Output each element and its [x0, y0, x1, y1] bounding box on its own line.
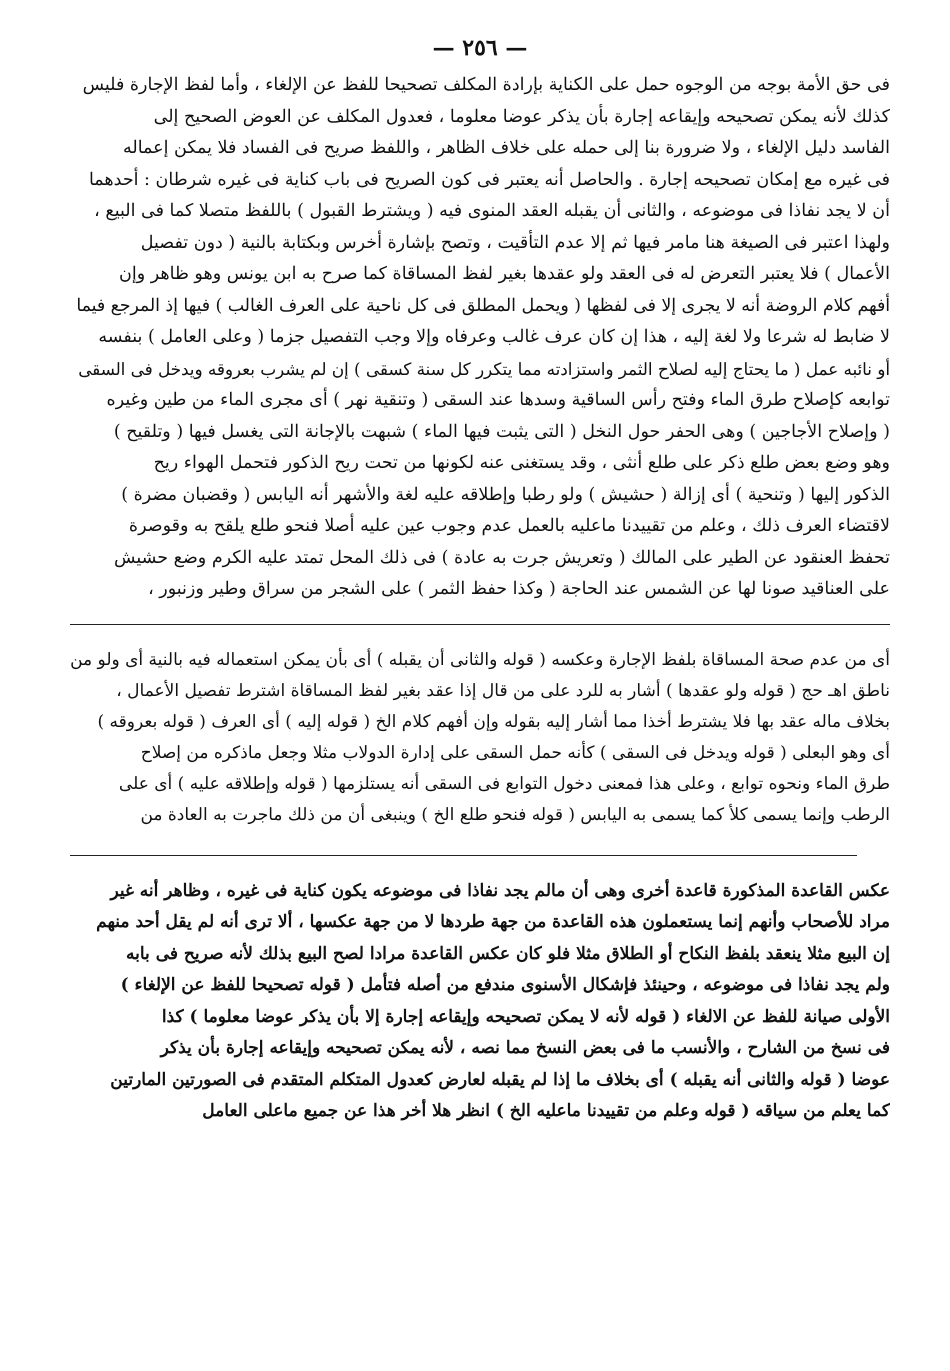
text-line: أفهم كلام الروضة أنه لا يجرى إلا فى لفظها ( ويحمل المطلق فى كل ناحية على العرف الغالب ) فيها إذ المرجع فيما: [76, 295, 890, 316]
text-line: تحفظ العنقود عن الطير على المالك ( وتعريش جرت به عادة ) فى ذلك المحل تمتد عليه الكرم وضع حشيش: [114, 547, 890, 568]
footnotes-first: [70, 645, 890, 831]
footnote-line: الأولى صيانة للفظ عن الالغاء ( قوله لأنه لا يمكن تصحيحه وإيقاعه إجارة إلا بأن يذكر عوضا معلوما ) كذا: [161, 1006, 890, 1027]
footnote-line: مراد للأصحاب وأنهم إنما يستعملون هذه القاعدة من جهة طردها لا من جهة عكسها ، ألا ترى أنه لم يقل أحد منهم: [96, 912, 890, 932]
footnote-separator: [70, 855, 857, 856]
text-line: الفاسد دليل الإلغاء ، ولا ضرورة بنا إلى حمله على خلاف الظاهر ، واللفظ صريح فى الفساد فلا يمكن إعماله: [122, 138, 890, 158]
text-line: فى حق الأمة بوجه من الوجوه حمل على الكناية بإرادة المكلف تصحيحا للفظ عن الإلغاء ، وأما لفظ الإجارة فليس: [82, 75, 890, 95]
footnote-line: ناطق اهـ حج ( قوله ولو عقدها ) أشار به للرد على من قال إذا عقد بغير لفظ المساقاة اشترط تفصيل الأعمال ،: [116, 680, 890, 701]
footnotes-second: [70, 876, 890, 1128]
footnote-line: طرق الماء ونحوه توابع ، وعلى هذا فمعنى دخول التوابع فى السقى أنه يستلزمها ( قوله وإطلاقه عليه ) أى على: [118, 773, 890, 794]
page-number: — ٢٥٦ —: [432, 35, 528, 61]
footnote-line: بخلاف ماله عقد بها فلا يشترط أخذا مما أشار إليه بقوله وإن أفهم كلام الخ ( قوله إليه ) أى العرف ( قوله بعروقه ): [97, 711, 890, 732]
text-line: أو نائبه عمل ( ما يحتاج إليه لصلاح الثمر واستزادته مما يتكرر كل سنة كسقى ) إن لم يشرب بعروقه ويدخل فى السقى: [78, 358, 890, 379]
text-line: ولهذا اعتبر فى الصيغة هنا مامر فيها ثم إلا عدم التأقيت ، وتصح بإشارة أخرس وبكتابة بالنية ( دون تفصيل: [140, 232, 890, 253]
text-line: ( وإصلاح الأجاجين ) وهى الحفر حول النخل ( التى يثبت فيها الماء ) شبهت بالإجانة التى يغسل فيها ( وتلقيح ): [113, 421, 890, 442]
text-line: على العناقيد صونا لها عن الشمس عند الحاجة ( وكذا حفظ الثمر ) على الشجر من سراق وطير وزنبور ،: [148, 579, 890, 599]
footnote-line: فى نسخ من الشارح ، والأنسب ما فى بعض النسخ مما نصه ، لأنه يمكن تصحيحه وإيقاعه إجارة بأن يذكر: [160, 1038, 890, 1058]
footnote-line: أى وهو البعلى ( قوله ويدخل فى السقى ) كأنه حمل السقى على إدارة الدولاب مثلا وجعل ماذكره من إصلاح: [140, 742, 890, 763]
text-line: لاقتضاء العرف ذلك ، وعلم من تقييدنا ماعليه بالعمل عدم وجوب عين عليه أصلا فنحو طلع يلقح به وقوصرة: [128, 516, 890, 536]
text-line: وهو وضع بعض طلع ذكر على طلع أنثى ، وقد يستغنى عنه لكونها من تحت ريح الذكور فتحمل الهواء ريح: [153, 453, 890, 473]
footnote-line: كما يعلم من سياقه ( قوله وعلم من تقييدنا ماعليه الخ ) انظر هلا أخر هذا عن جميع ماعلى العامل: [202, 1101, 890, 1121]
footnote-line: الرطب وإنما يسمى كلأ كما يسمى به اليابس ( قوله فنحو طلع الخ ) وينبغى أن من ذلك ماجرت به العادة من: [140, 804, 890, 825]
footnote-line: أى من عدم صحة المساقاة بلفظ الإجارة وعكسه ( قوله والثانى أن يقبله ) أى بأن يمكن استعماله فيه بالنية أى ولو من: [70, 649, 890, 670]
footnote-line: عكس القاعدة المذكورة قاعدة أخرى وهى أن مالم يجد نفاذا فى موضوعه يكون كناية فى غيره ، وظاهر أنه غير: [110, 880, 890, 901]
text-line: كذلك لأنه يمكن تصحيحه وإيقاعه إجارة بأن يذكر عوضا معلوما ، فعدول المكلف عن العوض الصحيح إلى: [153, 106, 890, 127]
footnote-line: إن البيع مثلا ينعقد بلفظ النكاح أو الطلاق مثلا فلو كان عكس القاعدة مرادا لصح البيع بذلك لأنه صريح فى بابه: [126, 943, 890, 964]
book-page: [70, 30, 890, 1128]
text-line: توابعه كإصلاح طرق الماء وفتح رأس الساقية وسدها عند السقى ( وتنقية نهر ) أى مجرى الماء من طين وغيره: [106, 390, 890, 410]
footnote-line: عوضا ( قوله والثانى أنه يقبله ) أى بخلاف ما إذا لم يقبله لعارض كعدول المتكلم المتقدم فى الصورتين المارتين: [110, 1069, 890, 1090]
text-line: لا ضابط له شرعا ولا لغة إليه ، هذا إن كان عرف غالب وعرفاه وإلا وجب التفصيل جزما ( وعلى العامل ) بنفسه: [98, 327, 890, 347]
footnote-separator: [70, 624, 890, 625]
footnote-line: ولم يجد نفاذا فى موضوعه ، وحينئذ فإشكال الأسنوى مندفع من أصله فتأمل ( قوله تصحيحا للفظ عن الإلغاء ): [120, 975, 890, 995]
text-line: الأعمال ) فلا يعتبر التعرض له فى العقد ولو عقدها بغير لفظ المساقاة كما صرح به ابن يونس وهو ظاهر وإن: [119, 264, 890, 284]
text-line: الذكور إليها ( وتنحية ) أى إزالة ( حشيش ) ولو رطبا وإطلاقه عليه لغة والأشهر أنه اليابس ( وقضبان مضرة ): [121, 484, 890, 505]
text-line: فى غيره مع إمكان تصحيحه إجارة . والحاصل أنه يعتبر فى كون الصريح فى باب كناية فى غيره شرطان : أحدهما: [88, 169, 890, 190]
text-line: أن لا يجد نفاذا فى موضوعه ، والثانى أن يقبله العقد المنوى فيه ( ويشترط القبول ) باللفظ متصلا كما فى البيع ،: [94, 201, 890, 221]
main-text: [70, 70, 890, 606]
